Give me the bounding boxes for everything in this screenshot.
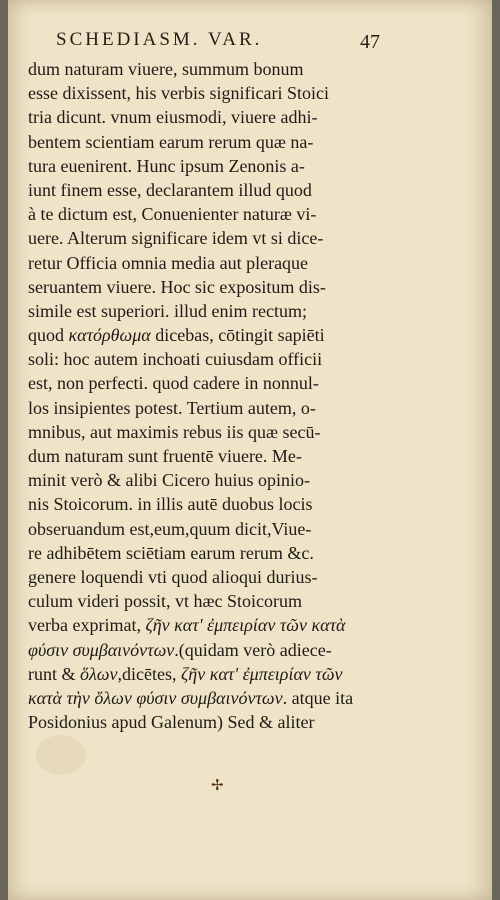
text-segment: obseruandum est,eum,quum dicit,Viue- [28, 518, 312, 539]
text-segment: minit verò & alibi Cicero huius opinio- [28, 470, 310, 491]
text-segment: los insipientes potest. Tertium autem, o- [28, 397, 316, 418]
running-head: SCHEDIASM. VAR. [56, 29, 263, 50]
text-line [28, 105, 391, 129]
text-line [28, 299, 391, 323]
greek-text: κατὰ τὴν ὅλων φύσιν συμβαινόντων [28, 687, 283, 708]
text-segment: verba exprimat, [28, 615, 146, 636]
text-line [28, 275, 391, 299]
text-segment: quod [28, 325, 69, 346]
text-segment: iunt finem esse, declarantem illud quod [28, 179, 312, 200]
text-line [28, 710, 391, 734]
text-segment: retur Officia omnia media aut pleraque [28, 252, 309, 273]
text-line [28, 638, 391, 662]
text-segment: esse dixissent, his verbis significari Stoici [28, 83, 329, 104]
text-line [28, 492, 391, 516]
text-line [28, 178, 391, 202]
text-segment: ,dicētes, [117, 663, 181, 684]
text-line [28, 81, 391, 105]
text-line [28, 371, 391, 395]
greek-text: ὅλων [80, 663, 118, 684]
text-segment: . atque ita [282, 687, 354, 708]
text-segment: nis Stoicorum. in illis autē duobus locis [28, 494, 313, 515]
text-line [28, 323, 391, 347]
text-segment: culum videri possit, vt hæc Stoicorum [28, 591, 302, 612]
ornament-mark: ✢ [211, 776, 224, 794]
text-line [28, 686, 391, 710]
text-segment: dum naturam viuere, summum bonum [28, 59, 304, 79]
page-number: 47 [360, 31, 380, 53]
text-line [28, 396, 391, 420]
text-line [28, 226, 391, 250]
text-line [28, 468, 391, 492]
text-segment: mnibus, aut maximis rebus iis quæ secū- [28, 421, 321, 442]
text-line [28, 541, 391, 565]
text-line [28, 420, 391, 444]
text-line [28, 662, 391, 686]
text-segment: simile est superiori. illud enim rectum; [28, 300, 307, 321]
text-line [28, 57, 391, 81]
greek-text: φύσιν συμβαινόντων [28, 639, 175, 660]
text-line [28, 517, 391, 541]
book-page [8, 0, 492, 900]
text-segment: tria dicunt. vnum eiusmodi, viuere adhi- [28, 107, 318, 128]
text-line [28, 130, 391, 154]
text-segment: uere. Alterum significare idem vt si dice- [28, 228, 324, 249]
text-segment: Posidonius apud Galenum) Sed & aliter [28, 712, 315, 733]
text-segment: seruantem viuere. Hoc sic expositum dis- [28, 276, 326, 297]
text-block [28, 57, 391, 734]
text-segment: dum naturam sunt fruentē viuere. Me- [28, 446, 302, 466]
text-line [28, 589, 391, 613]
text-line [28, 565, 391, 589]
greek-text: κατόρθωμα [68, 325, 151, 346]
text-segment: dicebas, cōtingit sapiēti [150, 325, 325, 346]
text-segment: tura euenirent. Hunc ipsum Zenonis a- [28, 155, 305, 176]
greek-text: ζῆν κατ' ἐμπειρίαν τῶν κατὰ [145, 615, 346, 636]
text-line [28, 251, 391, 275]
text-segment: soli: hoc autem inchoati cuiusdam officii [28, 349, 323, 370]
text-line [28, 444, 391, 468]
text-segment: re adhibētem sciētiam earum rerum &c. [28, 542, 314, 563]
text-segment: runt & [28, 663, 80, 684]
text-segment: .(quidam verò adiece- [174, 639, 332, 660]
text-segment: est, non perfecti. quod cadere in nonnul- [28, 373, 319, 394]
text-line [28, 202, 391, 226]
text-line [28, 347, 391, 371]
paper-stain [36, 735, 86, 775]
text-line [28, 154, 391, 178]
text-segment: à te dictum est, Conuenienter naturæ vi- [28, 204, 317, 225]
text-segment: genere loquendi vti quod alioqui durius- [28, 566, 318, 587]
greek-text: ζῆν κατ' ἐμπειρίαν τῶν [180, 663, 343, 684]
text-segment: bentem scientiam earum rerum quæ na- [28, 131, 314, 152]
text-line [28, 613, 391, 637]
